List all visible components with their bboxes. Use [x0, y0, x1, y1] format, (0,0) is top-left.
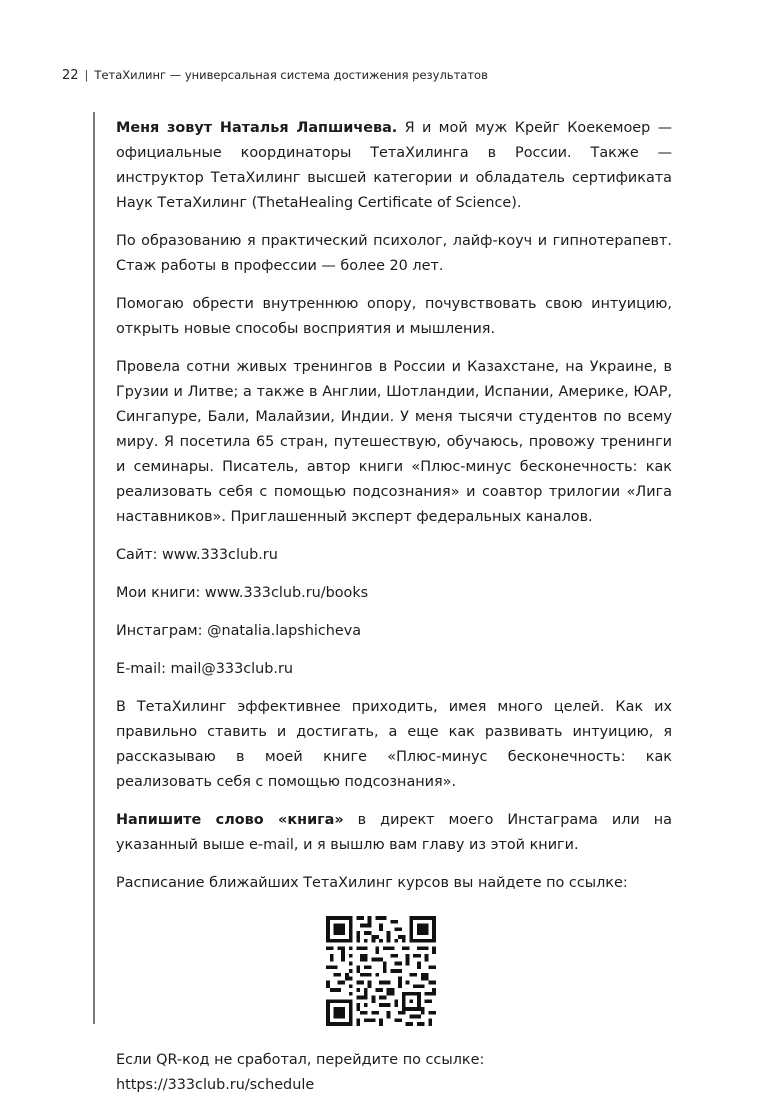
book-offer-text: в директ моего Инстаграма или на указанный выше e-mail, и я вышлю вам главу из этой книги. [116, 812, 672, 853]
goals-paragraph: В ТетаХилинг эффективнее приходить, имея много целей. Как их правильно ставить и достигать, а еще как развивать интуицию, я рассказываю в моей книге «Плюс-минус бесконечность: как реализовать себя с помощью подсознания». [116, 699, 672, 790]
books-link[interactable]: Мои книги: www.333club.ru/books [116, 585, 369, 601]
intro-text: Я и мой муж Крейг Коекемоер — официальные координаторы ТетаХилинга в России. Также — инструктор ТетаХилинг высшей категории и обладатель сертификата Наук ТетаХилинг (ThetaHealing Certificate of Science). [116, 120, 672, 211]
intro-paragraph [116, 116, 672, 216]
site-link[interactable]: Сайт: www.333club.ru [116, 547, 278, 563]
qr-fallback-block [116, 1048, 672, 1098]
running-title: ТетаХилинг — универсальная система достижения результатов [94, 68, 488, 82]
qr-code-icon [326, 916, 436, 1026]
instagram-link[interactable]: Инстаграм: @natalia.lapshicheva [116, 623, 362, 639]
qr-block [116, 908, 672, 1038]
qr-fallback-text: Если QR-код не сработал, перейдите по ссылке: [116, 1052, 485, 1068]
intro-name: Меня зовут Наталья Лапшичева. [116, 120, 398, 136]
book-offer-bold: Напишите слово «книга» [116, 812, 344, 828]
qr-code[interactable] [326, 916, 436, 1026]
book-offer-paragraph [116, 808, 672, 858]
page-number: 22 [62, 68, 79, 83]
header-separator: | [84, 68, 89, 82]
education-paragraph: По образованию я практический психолог, лайф-коуч и гипнотерапевт. Стаж работы в профессии — более 20 лет. [116, 233, 672, 274]
help-paragraph: Помогаю обрести внутреннюю опору, почувствовать свою интуицию, открыть новые способы восприятия и мышления. [116, 296, 672, 337]
page-body [116, 116, 672, 1098]
email-link[interactable]: E-mail: mail@333club.ru [116, 661, 294, 677]
running-header [62, 68, 488, 83]
schedule-intro: Расписание ближайших ТетаХилинг курсов вы найдете по ссылке: [116, 875, 628, 891]
trainings-paragraph: Провела сотни живых тренингов в России и Казахстане, на Украине, в Грузии и Литве; а также в Англии, Шотландии, Испании, Америке, ЮАР, Сингапуре, Бали, Малайзии, Индии. У меня тысячи студентов по всему миру. Я посетила 65 стран, путешествую, обучаюсь, провожу тренинги и семинары. Писатель, автор книги «Плюс-минус бесконечность: как реализовать себя с помощью подсознания» и соавтор трилогии «Лига наставников». Приглашенный эксперт федеральных каналов. [116, 359, 672, 525]
schedule-link[interactable]: https://333club.ru/schedule [116, 1077, 315, 1093]
vertical-rule [93, 112, 95, 1024]
